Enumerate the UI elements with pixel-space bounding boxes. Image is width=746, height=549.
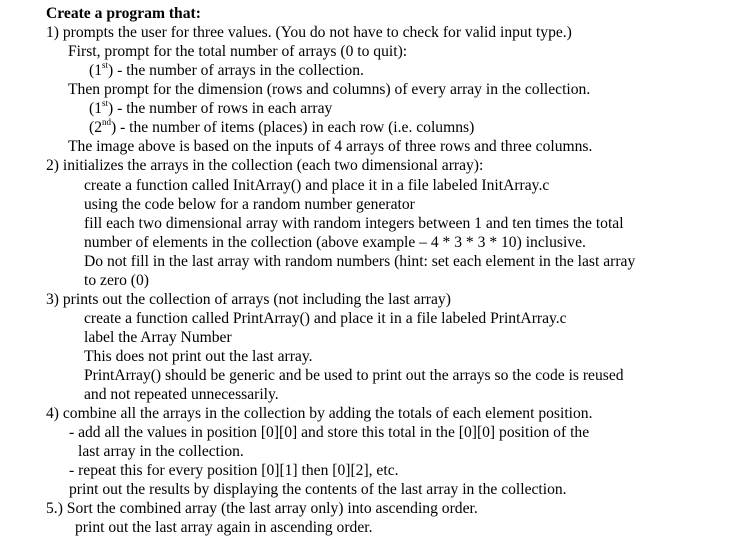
step-4-line-1: - add all the values in position [0][0] and store this total in the [0][0] position of the (69, 424, 590, 441)
step-1-rows-item (89, 97, 333, 119)
step-3-line-4: PrintArray() should be generic and be used to print out the arrays so the code is reused (84, 367, 624, 384)
step-3-line-1: create a function called PrintArray() and place it in a file labeled PrintArray.c (84, 310, 567, 327)
step-2-line-6: to zero (0) (84, 272, 149, 289)
rows-item-superscript: st (102, 97, 109, 108)
step-2-line-3: fill each two dimensional array with random integers between 1 and ten times the total (84, 215, 624, 232)
step-3-line-5: and not repeated unnecessarily. (84, 386, 279, 403)
rows-item-rest: ) - the number of rows in each array (108, 100, 333, 117)
step-4-heading: 4) combine all the arrays in the collection by adding the totals of each element position. (46, 405, 593, 422)
step-2-heading: 2) initializes the arrays in the collection (each two dimensional array): (46, 157, 484, 174)
step-1-then-prompt: Then prompt for the dimension (rows and columns) of every array in the collection. (68, 81, 591, 98)
step-1-cols-item (89, 116, 475, 138)
document-title: Create a program that: (46, 5, 201, 22)
step-3-heading: 3) prints out the collection of arrays (not including the last array) (46, 291, 451, 308)
step-3-line-3: This does not print out the last array. (84, 348, 313, 365)
rows-item-open: (1 (89, 100, 102, 117)
step-2-line-5: Do not fill in the last array with random numbers (hint: set each element in the last array (84, 253, 636, 270)
first-item-superscript: st (102, 59, 109, 70)
cols-item-rest: ) - the number of items (places) in each row (i.e. columns) (111, 119, 475, 136)
step-1-first-item (89, 59, 364, 81)
first-item-open: (1 (89, 62, 102, 79)
step-4-line-4: print out the results by displaying the contents of the last array in the collection. (69, 481, 567, 498)
step-2-line-4: number of elements in the collection (above example – 4 * 3 * 3 * 10) inclusive. (84, 234, 586, 251)
step-5-line-1: print out the last array again in ascending order. (75, 519, 373, 536)
step-2-line-2: using the code below for a random number generator (84, 196, 415, 213)
step-5-heading: 5.) Sort the combined array (the last array only) into ascending order. (46, 500, 478, 517)
step-4-line-2: last array in the collection. (78, 443, 244, 460)
step-1-heading: 1) prompts the user for three values. (You do not have to check for valid input type.) (46, 24, 572, 41)
step-2-line-1: create a function called InitArray() and place it in a file labeled InitArray.c (84, 177, 550, 194)
cols-item-open: (2 (89, 119, 102, 136)
step-1-first-prompt: First, prompt for the total number of arrays (0 to quit): (68, 43, 408, 60)
step-3-line-2: label the Array Number (84, 329, 232, 346)
first-item-rest: ) - the number of arrays in the collection. (108, 62, 364, 79)
step-1-image-note: The image above is based on the inputs of 4 arrays of three rows and three columns. (68, 138, 593, 155)
cols-item-superscript: nd (102, 116, 111, 127)
step-4-line-3: - repeat this for every position [0][1] then [0][2], etc. (69, 462, 399, 479)
